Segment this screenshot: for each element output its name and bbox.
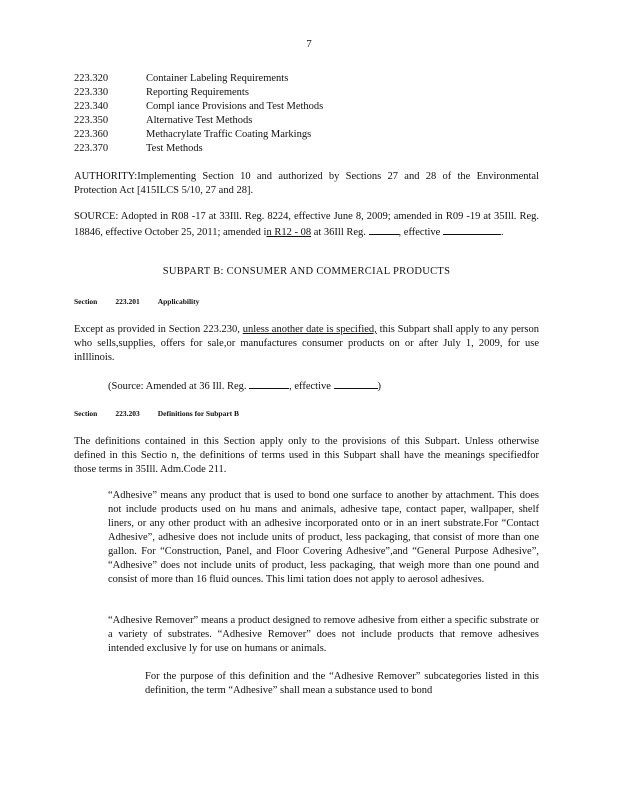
toc-row	[74, 86, 323, 100]
toc-section-title: Alternative Test Methods	[146, 115, 253, 126]
toc-section-number: 223.320	[74, 73, 109, 84]
source-text-3: at 36Ill Reg.	[311, 227, 369, 238]
toc-section-title: Container Labeling Requirements	[146, 73, 289, 84]
source2-text-1: (Source: Amended at 36 Ill. Reg.	[108, 381, 250, 392]
source-text-1: SOURCE: Adopted in R08 -17 at 33Ill. Reg. 8224, effective June 8, 2009; amended in R09 -19 at 35Ill. Reg. 18846, effective October 25, 2011; amended i	[74, 211, 539, 238]
section-title: Definitions for Subpart B	[157, 409, 240, 418]
toc-row	[74, 142, 323, 156]
applicability-text-1: Except as provided in Section 223.230,	[74, 324, 243, 335]
applicability-underlined: unless another date is specified,	[242, 324, 377, 335]
purpose-paragraph: For the purpose of this definition and the “Adhesive Remover” subcategories listed in this definition, the term “Adhesive” shall mean a substance used to bond	[145, 671, 539, 696]
toc-section-number: 223.370	[74, 143, 109, 154]
source-docket-underlined: n R12 - 08	[266, 227, 312, 238]
toc-section-number: 223.330	[74, 87, 109, 98]
source-paragraph	[74, 210, 539, 240]
toc-row	[74, 128, 323, 142]
section-heading-definitions	[74, 409, 257, 418]
toc-section-number: 223.340	[74, 101, 109, 112]
section-number: 223.203	[115, 409, 140, 418]
adhesive-definition: “Adhesive” means any product that is used to bond one surface to another by attachment. This does not include products used on hu mans and animals, adhesive tape, contact paper, wallpaper, shelf liners, or any other product with an adhesive incorporated onto or in an inert substrate.For “Contact Adhesive”, adhesive does not include units of product, less packaging, that consist of more than one gallon. For “Construction, Panel, and Floor Covering Adhesive”,and “General Purpose Adhesive”, “Adhesive” does not include units of product, less packaging, that weigh more than one pound and consist of more than 16 fluid ounces. This limi tation does not apply to aerosol adhesives.	[108, 490, 539, 585]
source-reg-blank	[369, 224, 399, 235]
section-number: 223.201	[115, 297, 140, 306]
source-text-4: , effective	[398, 227, 443, 238]
applicability-paragraph	[74, 323, 539, 365]
authority-paragraph: AUTHORITY:Implementing Section 10 and authorized by Sections 27 and 28 of the Environmental Protection Act [415ILCS 5/10, 27 and 28].	[74, 171, 539, 196]
section-label: Section	[74, 297, 98, 306]
applicability-text-2: this Subpart shall apply to any person who sells,supplies, offers for sale,or manufactures consumer products on or after July 1, 2009, for use inIllinois.	[74, 324, 540, 363]
source2-reg-blank	[249, 378, 289, 389]
table-of-contents	[74, 72, 323, 156]
source2-text-3: )	[377, 381, 382, 392]
source2-text-2: , effective	[289, 381, 334, 392]
subpart-heading: SUBPART B: CONSUMER AND COMMERCIAL PRODUCTS	[162, 266, 451, 277]
section-label: Section	[74, 409, 98, 418]
toc-row	[74, 100, 323, 114]
toc-section-title: Compl iance Provisions and Test Methods	[146, 101, 324, 112]
source-text-5: .	[500, 227, 504, 238]
toc-section-title: Reporting Requirements	[146, 87, 249, 98]
section-heading-applicability	[74, 297, 217, 306]
source-effective-blank	[443, 224, 501, 235]
definitions-intro-paragraph: The definitions contained in this Section apply only to the provisions of this Subpart. Unless otherwise defined in this Sectio n, the definitions of terms used in this Subpart shall have the meanings specifiedfor those terms in 35Ill. Adm.Code 211.	[74, 436, 539, 475]
toc-section-number: 223.360	[74, 129, 109, 140]
toc-row	[74, 72, 323, 86]
toc-row	[74, 114, 323, 128]
adhesive-remover-definition: “Adhesive Remover” means a product designed to remove adhesive from either a specific substrate or a variety of substrates. “Adhesive Remover” does not include products that remove adhesives intended exclusive ly for use on humans or animals.	[108, 615, 539, 654]
section-title: Applicability	[157, 297, 200, 306]
page-number: 7	[306, 38, 312, 50]
source2-effective-blank	[334, 378, 378, 389]
toc-section-title: Test Methods	[146, 143, 203, 154]
toc-section-number: 223.350	[74, 115, 109, 126]
source-amended-line	[108, 378, 381, 392]
toc-section-title: Methacrylate Traffic Coating Markings	[146, 129, 312, 140]
